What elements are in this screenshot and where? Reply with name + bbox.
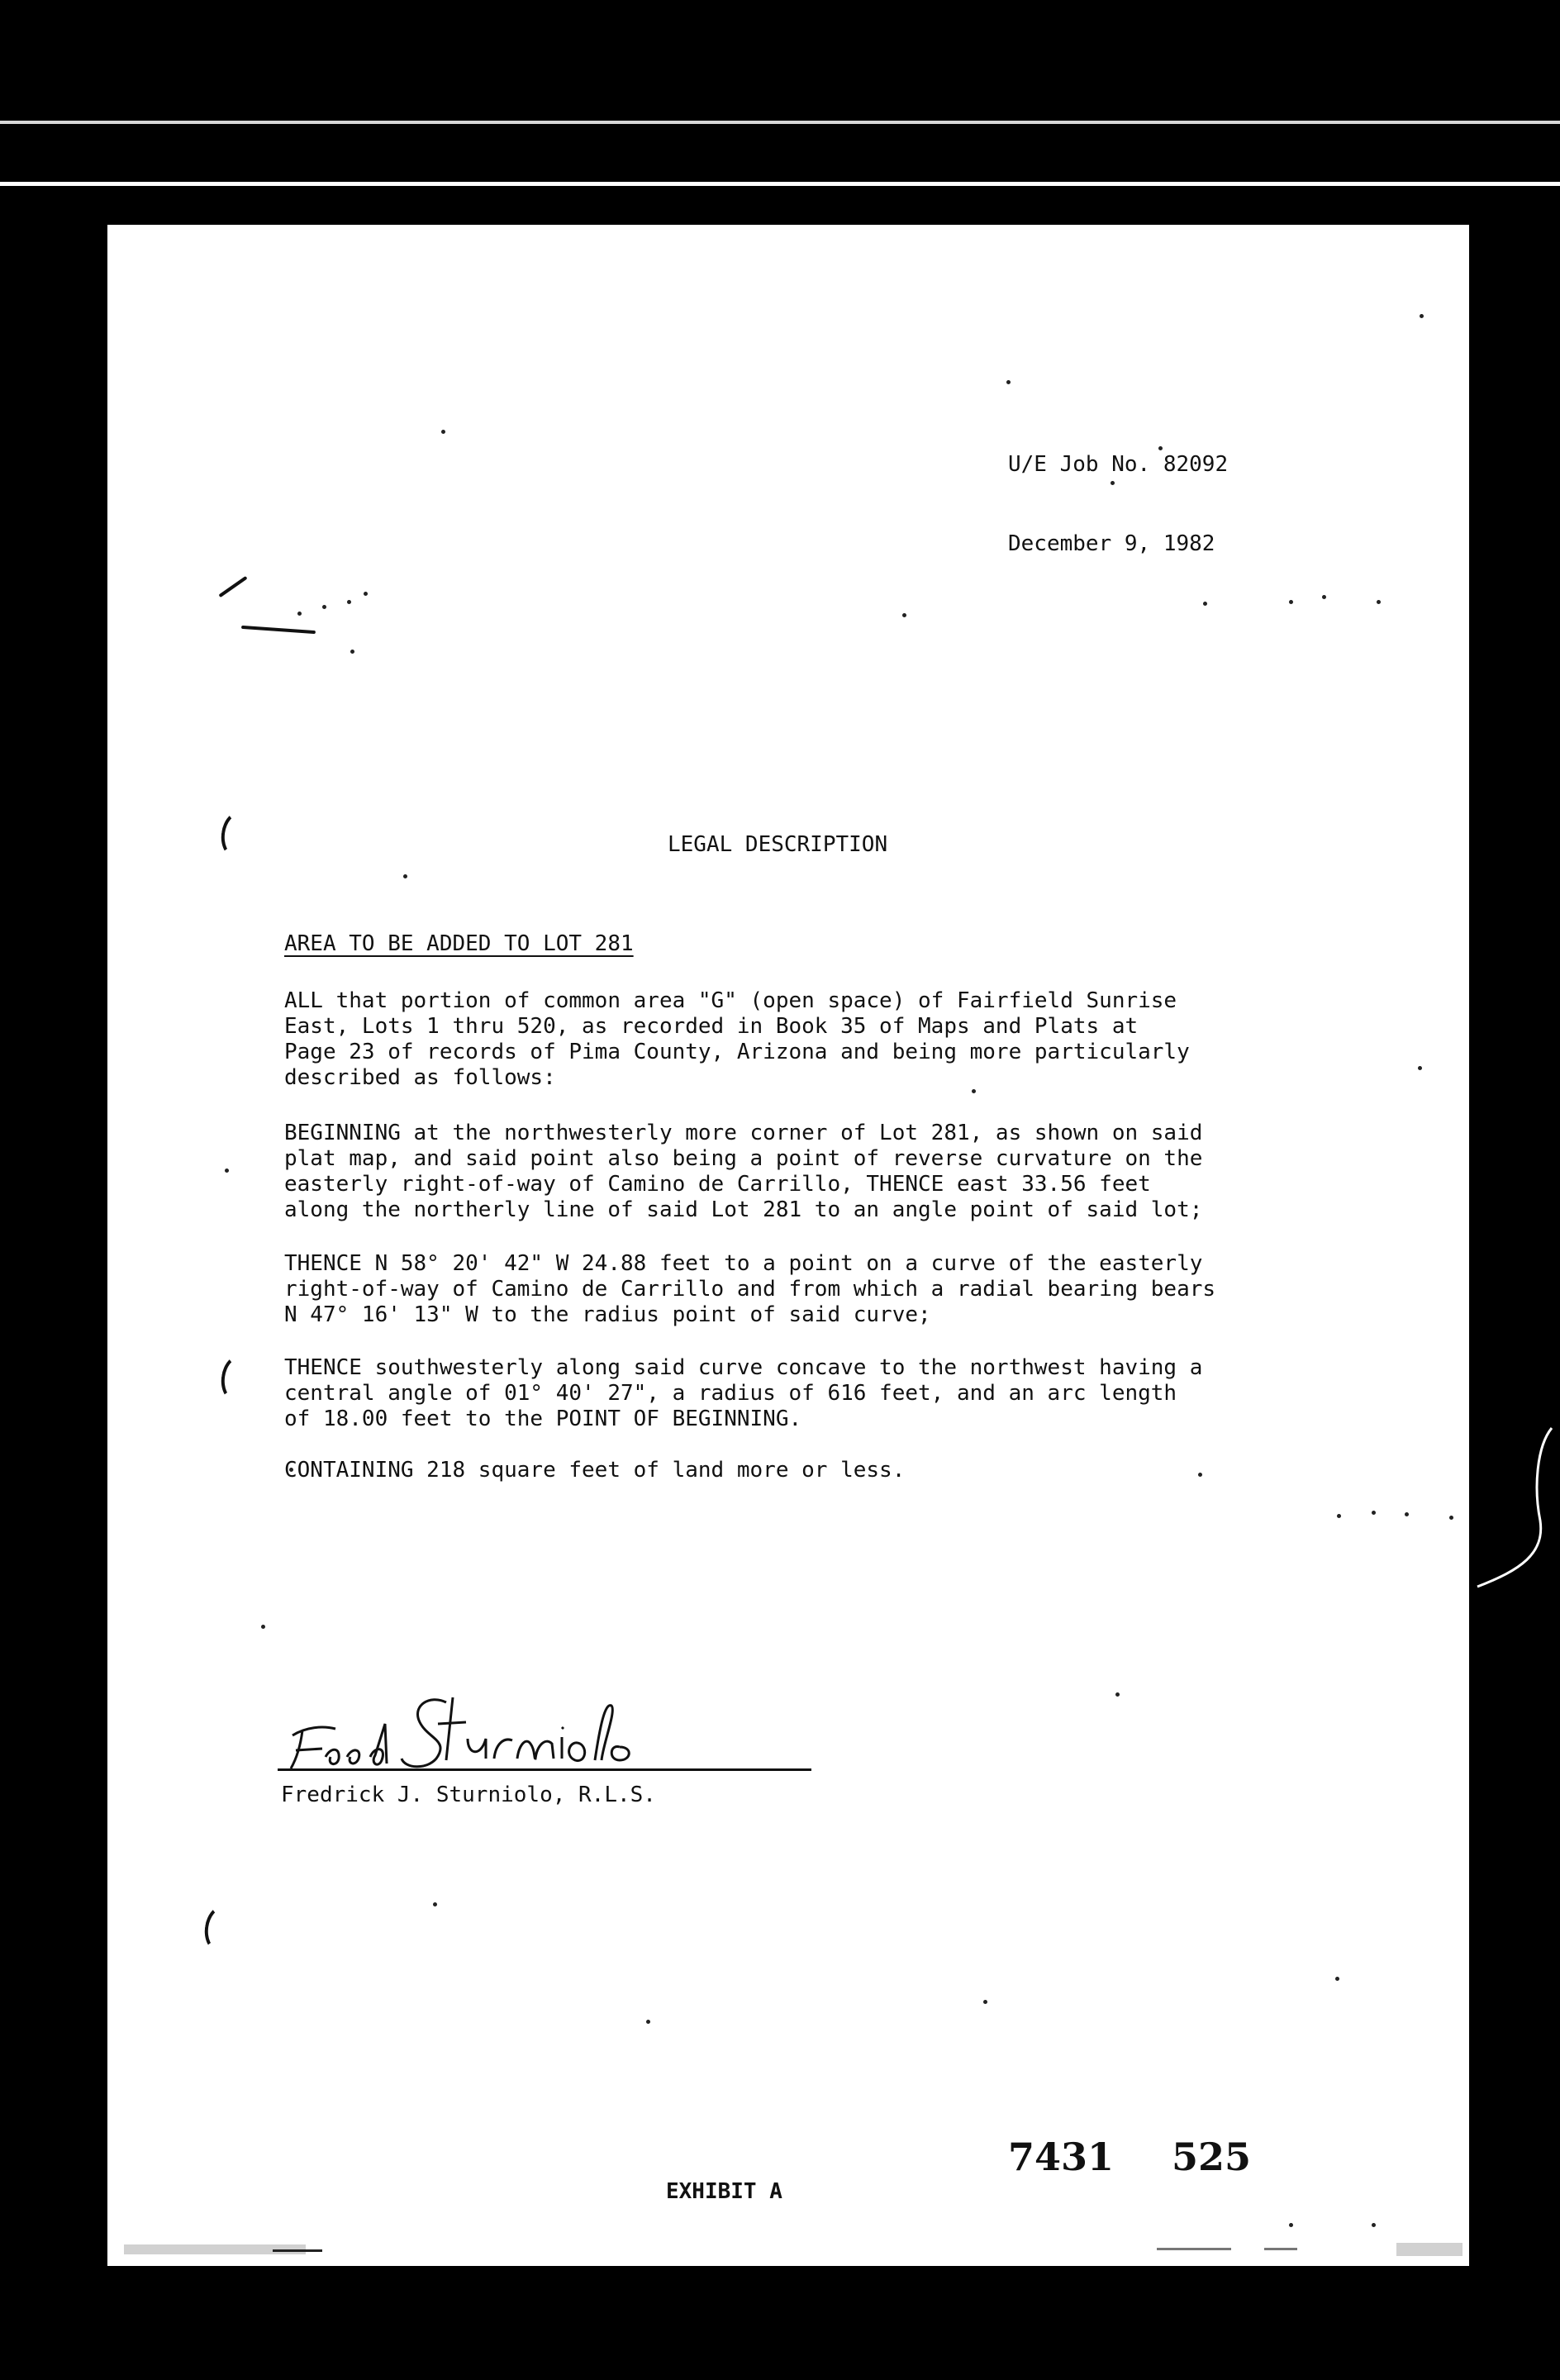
recording-book-number: 7431 — [1008, 2135, 1115, 2179]
scan-speck — [433, 1902, 437, 1906]
scan-speck — [364, 592, 368, 596]
signer-name: Fredrick J. Sturniolo, R.L.S. — [281, 1783, 656, 1807]
document-page — [107, 225, 1469, 2266]
scan-speck — [1418, 1066, 1422, 1070]
signature-line — [278, 1768, 811, 1771]
scan-speck — [322, 605, 326, 609]
exhibit-label: EXHIBIT A — [666, 2179, 782, 2204]
scan-speck — [646, 2020, 650, 2024]
scan-speck — [1203, 602, 1207, 606]
document-date: December 9, 1982 — [1008, 531, 1215, 556]
scan-border-top — [0, 0, 1560, 116]
job-number: U/E Job No. 82092 — [1008, 452, 1229, 477]
document-title: LEGAL DESCRIPTION — [668, 832, 888, 857]
scan-speck — [983, 2000, 987, 2004]
scan-speck — [297, 612, 302, 616]
paragraph-beginning: BEGINNING at the northwesterly more corner of Lot 281, as shown on said plat map, and said point also being a point of reverse curvature on the easterly right-of-way of Camino de Carrillo, THENCE east 33.56 feet along the northerly line of said Lot 281 to an angle point of said lot; — [284, 1121, 1203, 1222]
paragraph-thence-north: THENCE N 58° 20' 42" W 24.88 feet to a point on a curve of the easterly right-of-way of Camino de Carrillo and from which a radial bearing bears N 47° 16' 13" W to the radius point of said curve; — [284, 1251, 1216, 1327]
paragraph-containing: CONTAINING 218 square feet of land more or less. — [284, 1458, 906, 1483]
scan-speck — [441, 430, 445, 434]
scan-speck — [1449, 1516, 1453, 1520]
scan-speck — [261, 1625, 265, 1629]
scan-speck — [347, 600, 351, 604]
recording-page-number: 525 — [1172, 2135, 1252, 2179]
scan-speck — [1405, 1512, 1409, 1516]
section-heading: AREA TO BE ADDED TO LOT 281 — [284, 931, 634, 956]
scan-speck — [1372, 1511, 1376, 1515]
scan-divider-line — [0, 182, 1560, 186]
paragraph-intro: ALL that portion of common area "G" (open space) of Fairfield Sunrise East, Lots 1 thru 520, as recorded in Book 35 of Maps and Plats at Page 23 of records of Pima County, Arizona and being more particularly described as follows: — [284, 988, 1190, 1090]
paragraph-thence-southwest: THENCE southwesterly along said curve concave to the northwest having a central angle of 01° 40' 27", a radius of 616 feet, and an arc length of 18.00 feet to the POINT OF BEGINNING. — [284, 1355, 1203, 1431]
scan-speck — [1115, 1692, 1120, 1697]
scan-speck — [1289, 600, 1293, 604]
scan-speck — [1322, 595, 1326, 599]
handwritten-signature — [273, 1678, 702, 1777]
scan-speck — [1006, 380, 1011, 384]
scan-edge-line — [0, 121, 1560, 124]
scan-speck — [1377, 600, 1381, 604]
scan-speck — [350, 650, 354, 654]
scan-speck — [225, 1169, 229, 1173]
scan-margin-curve — [1471, 1421, 1553, 1603]
scan-speck — [1335, 1977, 1339, 1981]
scan-speck — [1372, 2223, 1376, 2227]
scan-speck — [1289, 2223, 1293, 2227]
header-block — [1008, 398, 1228, 583]
scan-speck — [1420, 314, 1424, 318]
scan-speck — [1337, 1514, 1341, 1518]
scan-speck — [403, 874, 407, 878]
scan-speck — [902, 613, 906, 617]
scan-noise-strip — [124, 2241, 1462, 2258]
